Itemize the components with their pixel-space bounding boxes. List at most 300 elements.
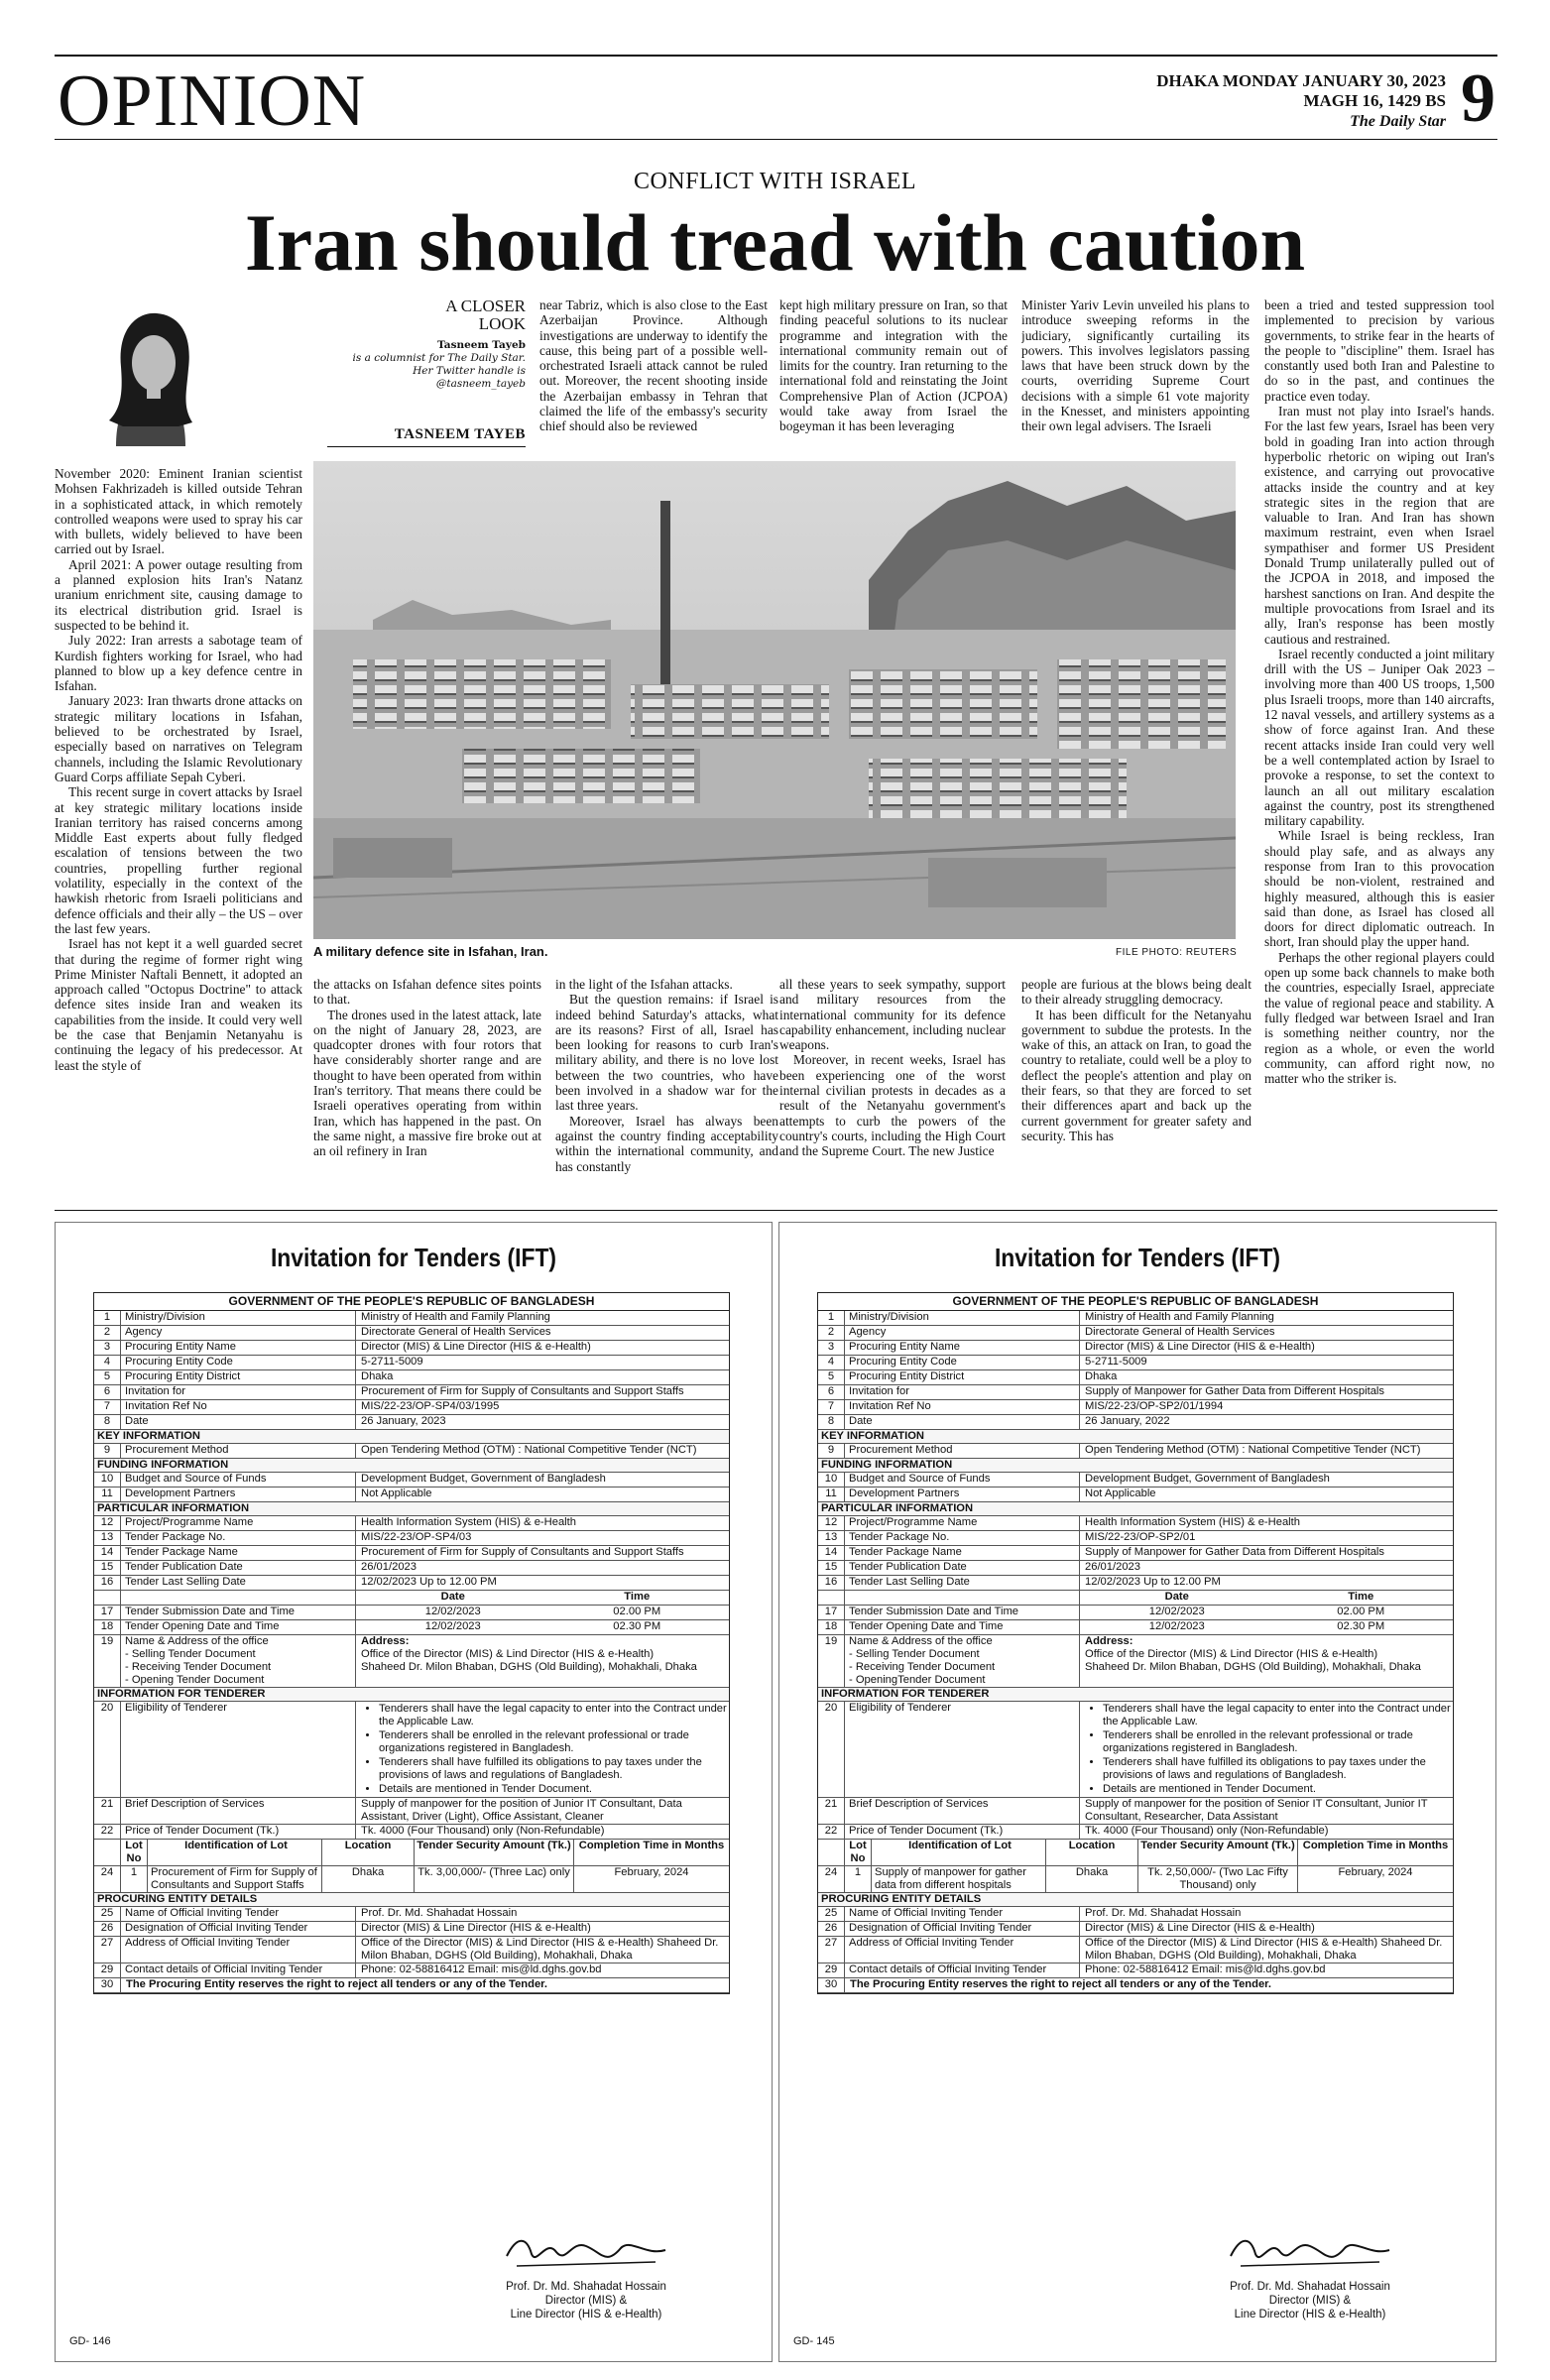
tender-row-value: 12/02/2023 Up to 12.00 PM — [1085, 1576, 1221, 1588]
tender-row — [94, 1546, 729, 1561]
tender-row-value: Open Tendering Method (OTM) : National Competitive Tender (NCT) — [1085, 1444, 1421, 1456]
tender-lot-header-cell: Lot No — [845, 1840, 872, 1865]
tender-row-number — [94, 1840, 121, 1865]
tender-row-number: 7 — [94, 1400, 121, 1414]
tender-row — [94, 1702, 729, 1798]
datetime-head-date: Date — [1164, 1591, 1189, 1603]
tender-row — [818, 1798, 1453, 1825]
tender-row-label: Development Partners — [845, 1488, 1080, 1501]
tender-row — [818, 1937, 1453, 1964]
tender-row-label: Contact details of Official Inviting Tender — [121, 1964, 356, 1977]
tender-row-number: 27 — [818, 1937, 845, 1963]
tender-row — [818, 1488, 1453, 1502]
tender-row — [94, 1964, 729, 1978]
author-bio-line: is a columnist for The Daily Star. — [352, 352, 526, 364]
tender-row-number: 26 — [818, 1922, 845, 1936]
tender-section-header: FUNDING INFORMATION — [94, 1459, 729, 1473]
tender-row-label: Address of Official Inviting Tender — [121, 1937, 356, 1963]
tender-row-label: Budget and Source of Funds — [845, 1473, 1080, 1487]
tender-row-value — [356, 1702, 729, 1797]
tender-time: 02.30 PM — [1337, 1620, 1385, 1632]
article-paragraph: Israel has not kept it a well guarded secret that during the regime of former right wing Prime Minister Naftali Bennett, it adopted an approach called "Octopus Doctrine" to attack defence sites inside Iran and weaken its capabilities from the inside. It could very well be the case that Benjamin Netanyahu is continuing the legacy of his predecessor. At least the style of — [55, 936, 302, 1073]
tender-office-line: - Selling Tender Document — [125, 1648, 256, 1660]
tender-row-number: 27 — [94, 1937, 121, 1963]
tender-row-label: Tender Package Name — [121, 1546, 356, 1560]
tender-row-number: 13 — [94, 1531, 121, 1545]
column-name-line: LOOK — [478, 314, 526, 333]
tender-row-number: 9 — [94, 1444, 121, 1458]
datetime-head-date: Date — [440, 1591, 465, 1603]
byline-rule — [327, 446, 526, 447]
tender-date: 12/02/2023 — [424, 1620, 481, 1632]
tender-row — [94, 1635, 729, 1688]
tender-row — [94, 1825, 729, 1840]
tender-row-value: Directorate General of Health Services — [361, 1326, 551, 1338]
tender-row-number: 3 — [94, 1341, 121, 1355]
tender-lot-cell: Dhaka — [322, 1866, 415, 1892]
tender-row-number: 10 — [94, 1473, 121, 1487]
tender-datetime-header — [818, 1591, 1453, 1606]
tender-row-value: Director (MIS) & Line Director (HIS & e-Health) — [361, 1922, 591, 1934]
tender-row — [94, 1473, 729, 1488]
tender-lot-header — [818, 1840, 1453, 1866]
article-column-2-top — [539, 298, 768, 456]
tender-row-value: Director (MIS) & Line Director (HIS & e-Health) — [1085, 1341, 1315, 1353]
tender-signature-block — [472, 2226, 700, 2321]
datetime-head-time: Time — [624, 1591, 651, 1603]
tender-row — [94, 1937, 729, 1964]
tender-row-value: 26/01/2023 — [361, 1561, 417, 1573]
tender-row-label: Agency — [121, 1326, 356, 1340]
tender-row — [94, 1798, 729, 1825]
section-title: OPINION — [58, 60, 367, 142]
tender-row-label: Procurement Method — [121, 1444, 356, 1458]
article-column-1 — [55, 466, 302, 1190]
tender-section-header: PARTICULAR INFORMATION — [818, 1502, 1453, 1516]
article-paragraph: Israel recently conducted a joint military drill with the US – Juniper Oak 2023 – involving more than 400 US troops, 1,500 plus Israeli troops, more than 140 aircrafts, 12 naval vessels, and artillery systems as a show of force against Iran. And these recent attacks inside Iran could very well be a well contemplated action by Israel to provoke a response, to set the context to launch an all out military escalation against the country, post its strengthened military capability. — [1264, 646, 1494, 829]
article-paragraph: all these years to seek sympathy, support and military resources from the international community for its defence capability enhancement, including nuclear weapons. — [779, 977, 1006, 1053]
tender-row-value: 26 January, 2023 — [361, 1415, 446, 1427]
article-paragraph: This recent surge in covert attacks by Israel at key strategic military locations inside Iranian territory has raised concerns among Middle East experts about fully fledged escalation of tensions between the two countries, propelling further regional volatility, especially in the context of the hawkish rhetoric from Israeli politicians and defence officials and their ally – the US – over the last few years. — [55, 784, 302, 936]
tender-section-header: INFORMATION FOR TENDERER — [818, 1688, 1453, 1702]
tender-row-label: Budget and Source of Funds — [121, 1473, 356, 1487]
tender-row — [94, 1311, 729, 1326]
tender-row-label: Contact details of Official Inviting Tender — [845, 1964, 1080, 1977]
tender-row-value: 5-2711-5009 — [361, 1356, 423, 1368]
tender-row-number — [818, 1840, 845, 1865]
tender-row-value — [1080, 1702, 1453, 1797]
article-paragraph: But the question remains: if Israel is indeed behind Saturday's attacks, what are its reasons? First of all, Israel has been looking for reasons to curb Iran's military ability, and there is no love lost between the two countries, who have been involved in a shadow war for the last three years. — [555, 992, 778, 1114]
tender-row-number: 8 — [94, 1415, 121, 1429]
tender-section-header: PROCURING ENTITY DETAILS — [818, 1893, 1453, 1907]
tender-office-line: - Selling Tender Document — [849, 1648, 980, 1660]
tender-row-label: Tender Opening Date and Time — [121, 1620, 356, 1634]
tender-signatory-line: Line Director (HIS & e-Health) — [510, 2309, 662, 2320]
tender-row — [818, 1516, 1453, 1531]
tender-lot-cell: Tk. 3,00,000/- (Three Lac) only — [415, 1866, 574, 1892]
tender-row-value — [1080, 1635, 1453, 1687]
tender-office-line: - Opening Tender Document — [125, 1674, 265, 1686]
article-column-2-bottom — [313, 977, 541, 1190]
tender-row-number: 24 — [94, 1866, 121, 1892]
tender-notice-right — [778, 1222, 1496, 2362]
tender-row-number: 10 — [818, 1473, 845, 1487]
tender-row-value: Development Budget, Government of Bangladesh — [361, 1473, 606, 1485]
tender-row — [818, 1385, 1453, 1400]
tender-row-number: 6 — [94, 1385, 121, 1399]
tender-row-value: 26/01/2023 — [1085, 1561, 1140, 1573]
article-paragraph: near Tabriz, which is also close to the East Azerbaijan Province. Although investigations are underway to identify the cause, this being part of a possible well-orchestrated Israeli attack cannot be ruled out. Moreover, the recent shooting inside the Azerbaijan embassy in Tehran that claimed the life of the embassy's security chief should also be reviewed — [539, 298, 768, 434]
tender-row — [818, 1702, 1453, 1798]
tender-row — [818, 1341, 1453, 1356]
tender-row-value: 26 January, 2022 — [1085, 1415, 1170, 1427]
tender-row-number: 24 — [818, 1866, 845, 1892]
tender-row-label: Tender Submission Date and Time — [845, 1606, 1080, 1619]
article-paragraph: It has been difficult for the Netanyahu government to subdue the protests. In the wake of this, an attack on Iran, to goad the country to retaliate, could well be a ploy to deflect the people's attention and play on their fears, so that they are forced to set their differences apart and back up the current government for greater safety and security. This has — [1021, 1007, 1252, 1143]
tender-datetime-value — [1080, 1606, 1453, 1619]
tender-lot-row — [818, 1866, 1453, 1893]
article-paragraph: in the light of the Isfahan attacks. — [555, 977, 733, 992]
tender-row — [94, 1444, 729, 1459]
tender-row-label — [121, 1635, 356, 1687]
tender-eligibility-item: • Tenderers shall have fulfilled its obligations to pay taxes under the provisions of laws and regulations of Bangladesh. — [1103, 1756, 1453, 1782]
tender-office-line: - Receiving Tender Document — [849, 1661, 996, 1673]
tender-row-number: 2 — [94, 1326, 121, 1340]
tender-row-number: 20 — [818, 1702, 845, 1797]
tender-row-number: 11 — [818, 1488, 845, 1501]
tender-signatory-line: Director (MIS) & — [544, 2295, 628, 2307]
tender-office-line: Name & Address of the office — [125, 1635, 269, 1647]
tender-eligibility-item: • Tenderers shall be enrolled in the relevant professional or trade organizations registered in Bangladesh. — [1103, 1729, 1453, 1755]
tender-row — [818, 1922, 1453, 1937]
date-text: DHAKA MONDAY JANUARY 30, 2023 — [1156, 71, 1446, 90]
tender-row-number: 18 — [818, 1620, 845, 1634]
tender-row-value: Ministry of Health and Family Planning — [1085, 1311, 1274, 1323]
tender-row-value: Not Applicable — [361, 1488, 432, 1499]
article-paragraph: Moreover, Israel has always been against the country finding acceptability within the international community, and has constantly — [555, 1113, 778, 1174]
article-column-3-top — [779, 298, 1008, 456]
tender-row-label: Eligibility of Tenderer — [845, 1702, 1080, 1797]
tender-eligibility-item: • Tenderers shall have fulfilled its obligations to pay taxes under the provisions of laws and regulations of Bangladesh. — [379, 1756, 729, 1782]
article-photo — [313, 461, 1236, 939]
tender-row-label — [845, 1591, 1080, 1605]
tender-row-label: Name of Official Inviting Tender — [845, 1907, 1080, 1921]
tender-row — [818, 1825, 1453, 1840]
section-divider — [55, 1210, 1497, 1211]
tender-lot-cell: Tk. 2,50,000/- (Two Lac Fifty Thousand) only — [1138, 1866, 1298, 1892]
author-photo — [61, 298, 240, 446]
tender-gd-number: GD- 146 — [69, 2335, 111, 2347]
tender-lot-header-cell: Identification of Lot — [148, 1840, 322, 1865]
tender-table — [817, 1292, 1454, 1994]
tender-lot-row — [94, 1866, 729, 1893]
tender-row-label: Ministry/Division — [121, 1311, 356, 1325]
tender-row — [818, 1576, 1453, 1591]
article-paragraph: Iran must not play into Israel's hands. For the last few years, Israel has been very bold in goading Iran into action through hyperbolic rhetoric on wiping out Iran's existence, and carrying out provocative attacks inside the country and at key strategic sites in the region that are valuable to Iran. And Iran has shown maximum restraint, even when Israel sympathiser and former US President Donald Trump unilaterally pulled out of the JCPOA in 2018, and imposed the harshest sanctions on Iran. And despite the multiple provocations from Israel and its ally, Iran's response has been mostly cautious and restrained. — [1264, 404, 1494, 647]
article-paragraph: The drones used in the latest attack, late on the night of January 28, 2023, are quadcopter drones with four rotors that have considerably shorter range and are thought to have been operated from within Iran's territory. That means there could be Israeli operatives operating from within Iran, which has happened in the past. On the same night, a massive fire broke out at an oil refinery in Iran — [313, 1007, 541, 1159]
tender-lot-header-cell: Completion Time in Months — [1302, 1840, 1449, 1851]
article-paragraph: April 2021: A power outage resulting from a planned explosion hits Iran's Natanz uranium enrichment site, causing damage to its electrical distribution grid. Israel is suspected to be behind it. — [55, 556, 302, 633]
tender-date: 12/02/2023 — [424, 1606, 481, 1617]
tender-address-line: Shaheed Dr. Milon Bhaban, DGHS (Old Building), Mohakhali, Dhaka — [1085, 1661, 1421, 1673]
tender-lot-header-cell: Location — [1046, 1840, 1138, 1865]
tender-row — [818, 1964, 1453, 1978]
tender-row — [94, 1370, 729, 1385]
tender-row — [94, 1356, 729, 1370]
tender-lot-cell: February, 2024 — [614, 1866, 689, 1878]
tender-row — [818, 1473, 1453, 1488]
tender-section-header: FUNDING INFORMATION — [818, 1459, 1453, 1473]
tender-row-label: Agency — [845, 1326, 1080, 1340]
tender-datetime-header — [94, 1591, 729, 1606]
tender-row — [94, 1488, 729, 1502]
tender-row-label: Invitation for — [845, 1385, 1080, 1399]
tender-signatory-line: Prof. Dr. Md. Shahadat Hossain — [506, 2281, 666, 2293]
tender-row-number: 22 — [818, 1825, 845, 1839]
tender-lot-cell: February, 2024 — [1338, 1866, 1413, 1878]
tender-row-number: 5 — [818, 1370, 845, 1384]
tender-row-label: Designation of Official Inviting Tender — [845, 1922, 1080, 1936]
tender-row-value: Phone: 02-58816412 Email: mis@ld.dghs.gov.bd — [361, 1964, 602, 1975]
tender-row-label: Procuring Entity Code — [845, 1356, 1080, 1369]
article-paragraph: January 2023: Iran thwarts drone attacks on strategic military locations in Isfahan, believed to be orchestrated by Israel, especially based on narratives on Telegram channels, including the Islamic Revolutionary Guard Corps affiliate Sepah Cyberi. — [55, 693, 302, 784]
tender-eligibility-list — [1085, 1703, 1453, 1796]
tender-row-value: Ministry of Health and Family Planning — [361, 1311, 550, 1323]
tender-lot-cell: 1 — [121, 1866, 148, 1892]
newspaper-logo: The Daily Star — [1350, 113, 1446, 130]
masthead-bottom-rule — [55, 139, 1497, 140]
tender-row-number: 30 — [94, 1978, 121, 1992]
tender-row-number: 3 — [818, 1341, 845, 1355]
tender-row-number: 20 — [94, 1702, 121, 1797]
tender-row-value: Prof. Dr. Md. Shahadat Hossain — [1085, 1907, 1242, 1919]
author-bio — [327, 339, 526, 391]
article-paragraph: While Israel is being reckless, Iran should play safe, and as always any response from Iran to this provocation should be non-violent, restrained and highly measured, although this is easier said than done, as Israel has closed all doors for direct diplomatic outreach. In short, Iran should play the upper hand. — [1264, 828, 1494, 950]
masthead-top-rule — [55, 55, 1497, 57]
tender-row-label: Project/Programme Name — [121, 1516, 356, 1530]
tender-section-header: KEY INFORMATION — [94, 1430, 729, 1444]
tender-row-number: 7 — [818, 1400, 845, 1414]
author-bio-line: Her Twitter handle is — [413, 365, 526, 377]
tender-row-value — [356, 1635, 729, 1687]
tender-row-label: Date — [121, 1415, 356, 1429]
tender-title: Invitation for Tenders (IFT) — [270, 1243, 557, 1272]
tender-lot-cell: Supply of manpower for gather data from different hospitals — [872, 1866, 1046, 1892]
tender-row-number: 29 — [94, 1964, 121, 1977]
tender-row-value: Supply of Manpower for Gather Data from Different Hospitals — [1085, 1385, 1384, 1397]
tender-row-value: Supply of manpower for the position of Junior IT Consultant, Data Assistant, Driver (Light), Office Assistant, Cleaner — [361, 1798, 682, 1823]
tender-row-number: 25 — [94, 1907, 121, 1921]
tender-government-header: GOVERNMENT OF THE PEOPLE'S REPUBLIC OF BANGLADESH — [94, 1293, 729, 1311]
tender-gd-number: GD- 145 — [793, 2335, 835, 2347]
signature-scribble — [487, 2226, 685, 2276]
tender-row — [94, 1922, 729, 1937]
tender-row-label: Price of Tender Document (Tk.) — [121, 1825, 356, 1839]
tender-row-label: Eligibility of Tenderer — [121, 1702, 356, 1797]
author-byline: TASNEEM TAYEB — [394, 426, 526, 442]
tender-row — [818, 1606, 1453, 1620]
tender-row-number: 15 — [818, 1561, 845, 1575]
article-paragraph: Minister Yariv Levin unveiled his plans to introduce sweeping reforms in the judiciary, significantly curtailing its powers. This involves legislators passing laws that have been struck down by the courts, overriding Supreme Court decisions with a simple 61 vote majority in the Knesset, and ministers appointing their own legal advisers. The Israeli — [1021, 298, 1250, 434]
tender-lot-cell: 1 — [845, 1866, 872, 1892]
tender-datetime-value — [356, 1620, 729, 1634]
tender-row — [94, 1326, 729, 1341]
tender-row-number: 8 — [818, 1415, 845, 1429]
tender-datetime-value — [1080, 1620, 1453, 1634]
tender-row-number: 21 — [818, 1798, 845, 1824]
tender-notice-left — [55, 1222, 773, 2362]
tender-office-line: Name & Address of the office — [849, 1635, 993, 1647]
tender-row — [94, 1561, 729, 1576]
tender-row-number: 2 — [818, 1326, 845, 1340]
tender-row-label: Tender Package No. — [845, 1531, 1080, 1545]
tender-lot-header-cell: Lot No — [121, 1840, 148, 1865]
tender-row — [818, 1370, 1453, 1385]
tender-time: 02.00 PM — [1337, 1606, 1385, 1617]
tender-row-label: Tender Last Selling Date — [845, 1576, 1080, 1590]
tender-row-label: Tender Package No. — [121, 1531, 356, 1545]
tender-row-label: Invitation for — [121, 1385, 356, 1399]
tender-section-header: KEY INFORMATION — [818, 1430, 1453, 1444]
tender-row-label: Name of Official Inviting Tender — [121, 1907, 356, 1921]
tender-lot-cell: Procurement of Firm for Supply of Consultants and Support Staffs — [148, 1866, 322, 1892]
tender-lot-header-cell: Tender Security Amount (Tk.) — [415, 1840, 574, 1865]
tender-row — [94, 1400, 729, 1415]
tender-row-value: MIS/22-23/OP-SP4/03 — [361, 1531, 472, 1543]
article-paragraph: people are furious at the blows being dealt to their already struggling democracy. — [1021, 977, 1252, 1008]
tender-row-value: Tk. 4000 (Four Thousand) only (Non-Refundable) — [1085, 1825, 1329, 1837]
article-paragraph: July 2022: Iran arrests a sabotage team of Kurdish fighters working for Israel, who had planned to blow up a key defence centre in Isfahan. — [55, 633, 302, 694]
tender-row-number: 25 — [818, 1907, 845, 1921]
bangla-date-text: MAGH 16, 1429 BS — [1303, 91, 1446, 110]
tender-row-value: 5-2711-5009 — [1085, 1356, 1147, 1368]
tender-row-value: Development Budget, Government of Bangladesh — [1085, 1473, 1330, 1485]
tender-row — [94, 1415, 729, 1430]
tender-row-number: 12 — [94, 1516, 121, 1530]
tender-row-label: Invitation Ref No — [121, 1400, 356, 1414]
tender-row-value: MIS/22-23/OP-SP2/01/1994 — [1085, 1400, 1224, 1412]
tender-row — [94, 1385, 729, 1400]
tender-row-label: Tender Last Selling Date — [121, 1576, 356, 1590]
tender-row-number: 5 — [94, 1370, 121, 1384]
tender-row-label: Price of Tender Document (Tk.) — [845, 1825, 1080, 1839]
tender-row-number: 14 — [818, 1546, 845, 1560]
author-bio-name: Tasneem Tayeb — [436, 339, 526, 351]
tender-row-value: Supply of Manpower for Gather Data from Different Hospitals — [1085, 1546, 1384, 1558]
tender-row-label: Project/Programme Name — [845, 1516, 1080, 1530]
tender-address-line: Office of the Director (MIS) & Lind Director (HIS & e-Health) — [1085, 1648, 1378, 1660]
tender-date: 12/02/2023 — [1148, 1606, 1205, 1617]
tender-row-label: Tender Package Name — [845, 1546, 1080, 1560]
tender-lot-cell: Dhaka — [1046, 1866, 1138, 1892]
tender-row-number: 17 — [818, 1606, 845, 1619]
tender-row-value: Office of the Director (MIS) & Lind Director (HIS & e-Health) Shaheed Dr. Milon Bhaban, DGHS (Old Building), Mohakhali, Dhaka — [361, 1937, 719, 1962]
tender-office-line: - OpeningTender Document — [849, 1674, 986, 1686]
tender-eligibility-list — [361, 1703, 729, 1796]
tender-row-number: 6 — [818, 1385, 845, 1399]
tender-row-label: Ministry/Division — [845, 1311, 1080, 1325]
tender-row-label: Procuring Entity Code — [121, 1356, 356, 1369]
tender-lot-header-cell: Location — [322, 1840, 415, 1865]
article-paragraph: Perhaps the other regional players could open up some back channels to make both the countries, especially Israel, appreciate the value of regional peace and stability. A fully fledged war between Israel and Iran is something neither country, nor the region as a whole, or even the world community, can afford right now, no matter who the striker is. — [1264, 949, 1494, 1087]
tender-row — [818, 1311, 1453, 1326]
tender-row-value: Phone: 02-58816412 Email: mis@ld.dghs.gov.bd — [1085, 1964, 1326, 1975]
tender-row-number: 13 — [818, 1531, 845, 1545]
tender-row-value: MIS/22-23/OP-SP2/01 — [1085, 1531, 1196, 1543]
tender-row — [818, 1356, 1453, 1370]
tender-date: 12/02/2023 — [1148, 1620, 1205, 1632]
tender-row-label: Address of Official Inviting Tender — [845, 1937, 1080, 1963]
tender-lot-header-cell: Identification of Lot — [872, 1840, 1046, 1865]
tender-row-number: 19 — [94, 1635, 121, 1687]
tender-row — [818, 1978, 1453, 1993]
tender-eligibility-item: • Details are mentioned in Tender Document. — [379, 1783, 729, 1796]
tender-row-number — [818, 1591, 845, 1605]
tender-row — [94, 1978, 729, 1993]
tender-row — [818, 1907, 1453, 1922]
tender-row-label: Brief Description of Services — [845, 1798, 1080, 1824]
tender-row-number: 4 — [818, 1356, 845, 1369]
tender-time: 02.30 PM — [613, 1620, 661, 1632]
article-column-5-bottom — [1021, 977, 1252, 1190]
tender-row-number: 1 — [94, 1311, 121, 1325]
tender-eligibility-item: • Tenderers shall be enrolled in the relevant professional or trade organizations registered in Bangladesh. — [379, 1729, 729, 1755]
tender-row-value: The Procuring Entity reserves the right to reject all tenders or any of the Tender. — [126, 1978, 548, 1990]
tender-row-number: 11 — [94, 1488, 121, 1501]
photo-credit: FILE PHOTO: REUTERS — [1116, 947, 1238, 958]
tender-row-value: Prof. Dr. Md. Shahadat Hossain — [361, 1907, 518, 1919]
tender-lot-header — [94, 1840, 729, 1866]
tender-row-label: Procurement Method — [845, 1444, 1080, 1458]
tender-row-label: Tender Opening Date and Time — [845, 1620, 1080, 1634]
tender-row — [818, 1415, 1453, 1430]
tender-row-label: Tender Publication Date — [845, 1561, 1080, 1575]
tender-row-number: 16 — [818, 1576, 845, 1590]
tender-row-label: Tender Submission Date and Time — [121, 1606, 356, 1619]
tender-title: Invitation for Tenders (IFT) — [994, 1243, 1281, 1272]
tender-government-header: GOVERNMENT OF THE PEOPLE'S REPUBLIC OF BANGLADESH — [818, 1293, 1453, 1311]
tender-row-number: 26 — [94, 1922, 121, 1936]
tender-row-value: Dhaka — [1085, 1370, 1118, 1382]
tender-row — [818, 1444, 1453, 1459]
tender-row-number: 21 — [94, 1798, 121, 1824]
tender-row-value: Director (MIS) & Line Director (HIS & e-Health) — [1085, 1922, 1315, 1934]
tender-office-line: - Receiving Tender Document — [125, 1661, 272, 1673]
photo-caption: A military defence site in Isfahan, Iran. — [313, 944, 548, 959]
signature-scribble — [1211, 2226, 1409, 2276]
tender-datetime-head — [1080, 1591, 1453, 1605]
datetime-head-time: Time — [1348, 1591, 1374, 1603]
article-column-5 — [1264, 298, 1494, 1190]
tender-row-label: Brief Description of Services — [121, 1798, 356, 1824]
article-paragraph: November 2020: Eminent Iranian scientist Mohsen Fakhrizadeh is killed outside Tehran in a sophisticated attack, in which remotely controlled weapons were used to spray his car with bullets, widely believed to have been carried out by Israel. — [55, 466, 302, 557]
tender-address-line: Office of the Director (MIS) & Lind Director (HIS & e-Health) — [361, 1648, 655, 1660]
tender-signatory-line: Prof. Dr. Md. Shahadat Hossain — [1230, 2281, 1390, 2293]
column-name — [327, 298, 526, 333]
tender-datetime-value — [356, 1606, 729, 1619]
tender-row-value: Dhaka — [361, 1370, 394, 1382]
author-twitter-handle[interactable]: @tasneem_tayeb — [435, 378, 526, 390]
article-paragraph: kept high military pressure on Iran, so that finding peaceful solutions to its nuclear programme and integration with the international community remain out of limits for the country. Iran returning to the international fold and reinstating the Joint Comprehensive Plan of Action (JCPOA) would take away from Israel the bogeyman it has been leveraging — [779, 298, 1008, 434]
tender-address-line: Address: — [361, 1635, 410, 1647]
tender-row-number: 22 — [94, 1825, 121, 1839]
tender-row-value: Procurement of Firm for Supply of Consultants and Support Staffs — [361, 1385, 684, 1397]
tender-row-value: Health Information System (HIS) & e-Health — [361, 1516, 576, 1528]
tender-signatory-line: Line Director (HIS & e-Health) — [1234, 2309, 1386, 2320]
tender-row-value: Health Information System (HIS) & e-Health — [1085, 1516, 1300, 1528]
tender-row-value: Office of the Director (MIS) & Lind Director (HIS & e-Health) Shaheed Dr. Milon Bhaban, DGHS (Old Building), Mohakhali, Dhaka — [1085, 1937, 1443, 1962]
tender-eligibility-item: • Tenderers shall have the legal capacity to enter into the Contract under the Applicable Law. — [379, 1703, 729, 1728]
